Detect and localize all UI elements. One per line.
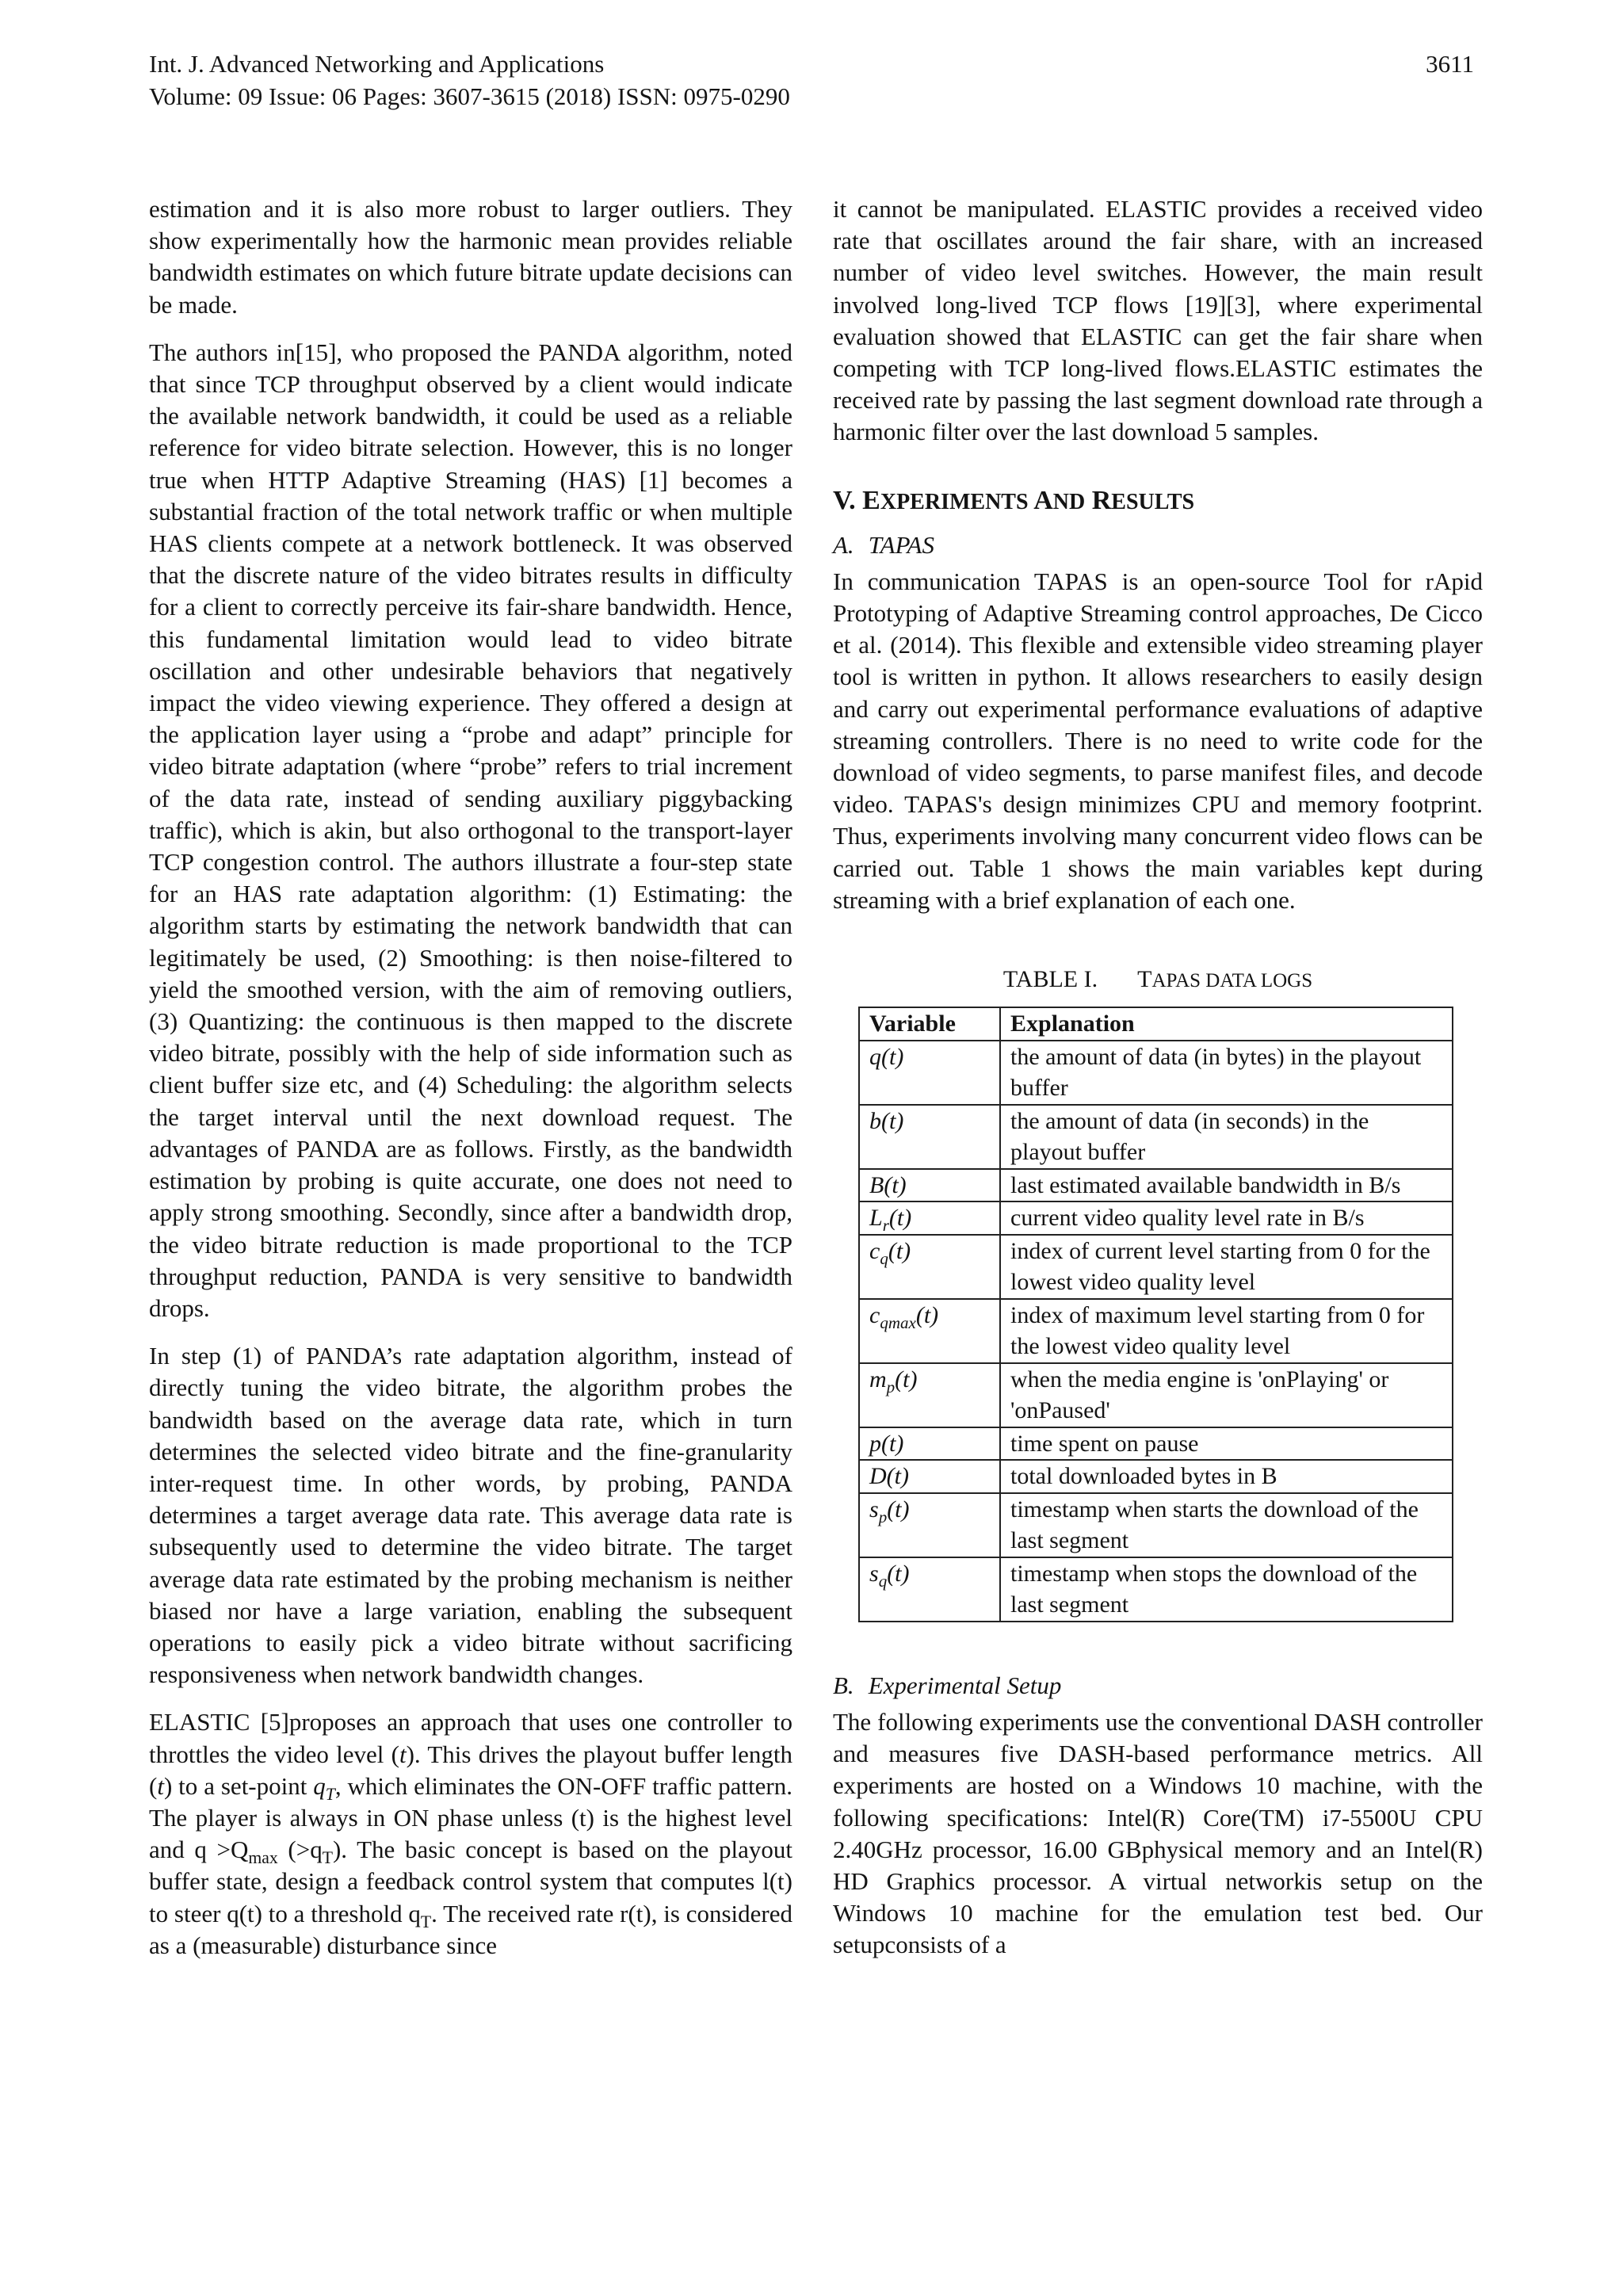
section-heading-experiments — [833, 483, 1483, 520]
variable-symbol: c — [869, 1301, 880, 1328]
cell-explanation: current video quality level rate in B/s — [1000, 1201, 1453, 1235]
variable-subscript: r — [882, 1216, 889, 1236]
section-number: V. — [833, 485, 856, 515]
variable-subscript: p — [886, 1377, 896, 1396]
paragraph-panda-step1: In step (1) of PANDA’s rate adaptation algorithm, instead of directly tuning the video bitrate, the algorithm probes the bandwidth based on the average data rate, which in turn determines the selected video bitrate and the fine-granularity inter-request time. In other words, by probing, PANDA determines a target average data rate. This average data rate is subsequently used to determine the video bitrate. The target average data rate estimated by the probing mechanism is neither biased nor have a large variation, enabling the subsequent operations to easily pick a video bitrate without sacrificing responsiveness when network bandwidth changes. — [149, 1342, 792, 1689]
variable-argument: (t) — [888, 1237, 911, 1264]
variable-symbol: B — [869, 1171, 884, 1198]
cell-variable — [859, 1427, 1000, 1461]
volume-line: Volume: 09 Issue: 06 Pages: 3607-3615 (2018) ISSN: 0975-0290 — [149, 82, 790, 110]
variable-symbol: q — [869, 1043, 881, 1070]
variable-argument: (t) — [881, 1430, 904, 1457]
subsection-title: Experimental Setup — [868, 1671, 1062, 1699]
cell-variable — [859, 1363, 1000, 1427]
cell-explanation: index of maximum level starting from 0 for the lowest video quality level — [1000, 1299, 1453, 1363]
subsection-heading-tapas — [833, 529, 1483, 561]
cell-variable — [859, 1460, 1000, 1493]
left-column — [149, 193, 792, 1977]
variable-subscript: p — [878, 1507, 888, 1526]
variable-subscript: qmax — [880, 1312, 916, 1332]
variable-symbol: m — [869, 1366, 887, 1392]
cell-explanation: index of current level starting from 0 for the lowest video quality level — [1000, 1235, 1453, 1299]
cell-explanation: last estimated available bandwidth in B/s — [1000, 1169, 1453, 1202]
heading-smallcaps: ESULTS — [1111, 489, 1195, 514]
table-row — [859, 1201, 1453, 1235]
tapas-data-logs-table — [858, 1007, 1453, 1622]
subsection-title: TAPAS — [868, 530, 934, 559]
cell-variable — [859, 1105, 1000, 1169]
math-t: t — [399, 1740, 407, 1768]
variable-symbol: c — [869, 1237, 880, 1264]
caption-cap: T — [1137, 966, 1152, 993]
text-run: , which eliminates the ON-OFF traffic pattern. The player is always in ON phase unless (t) is the highest level and q >Q — [149, 1771, 792, 1864]
variable-symbol: s — [869, 1560, 879, 1587]
paragraph-experimental-setup: The following experiments use the conventional DASH controller and measures five DASH-based performance metrics. All experiments are hosted on a Windows 10 machine, with the following specifications: Intel(R) Core(TM) i7-5500U CPU 2.40GHz processor, 16.00 GBphysical memory and an Intel(R) HD Graphics processor. A virtual networkis setup on the Windows 10 machine for the emulation test bed. Our setupconsists of a — [833, 1707, 1483, 1959]
variable-argument: (t) — [884, 1171, 907, 1198]
variable-argument: (t) — [915, 1301, 939, 1328]
heading-smallcaps: ND — [1052, 489, 1086, 514]
variable-argument: (t) — [886, 1463, 909, 1490]
heading-cap: A — [1033, 485, 1053, 515]
cell-variable — [859, 1041, 1000, 1105]
subsection-heading-setup — [833, 1670, 1483, 1702]
table-body — [859, 1041, 1453, 1622]
text-run: ). This drives the playout buffer length ( — [149, 1740, 792, 1800]
variable-symbol: s — [869, 1496, 879, 1522]
math-subscript-t: T — [420, 1912, 432, 1931]
table-row — [859, 1105, 1453, 1169]
variable-argument: (t) — [895, 1366, 918, 1392]
cell-explanation: the amount of data (in seconds) in the playout buffer — [1000, 1105, 1453, 1169]
paragraph-panda: The authors in[15], who proposed the PANDA algorithm, noted that since TCP throughput observed by a client would indicate the available network bandwidth, it could be used as a reliable reference for video bitrate selection. However, this is no longer true when HTTP Adaptive Streaming (HAS) [1] becomes a substantial fraction of the total network traffic or when multiple HAS clients compete at a network bottleneck. It was observed that the discrete nature of the video bitrates results in difficulty for a client to correctly perceive its fair-share bandwidth. Hence, this fundamental limitation would lead to video bitrate oscillation and other undesirable behaviors that negatively impact the video viewing experience. They offered a design at the application layer using a “probe and adapt” principle for video bitrate adaptation (where “probe” refers to trial increment of the data rate, instead of sending auxiliary piggybacking traffic), which is akin, but also orthogonal to the transport-layer TCP congestion control. The authors illustrate a four-step state for an HAS rate adaptation algorithm: (1) Estimating: the algorithm starts by estimating the network bandwidth that can legitimately be used, (2) Smoothing: is then noise-filtered to yield the smoothed version, with the aim of removing outliers, (3) Quantizing: the continuous is then mapped to the discrete video bitrate, possibly with the help of side information such as client buffer size etc, and (4) Scheduling: the algorithm selects the target interval until the next download request. The advantages of PANDA are as follows. Firstly, as the bandwidth estimation by probing is quite accurate, one does not need to apply strong smoothing. Secondly, since after a bandwidth drop, the video bitrate reduction is made proportional to the TCP throughput reduction, PANDA is very sensitive to bandwidth drops. — [149, 338, 792, 1322]
heading-cap: R — [1091, 485, 1112, 515]
text-run: (>q — [277, 1836, 323, 1864]
cell-explanation: total downloaded bytes in B — [1000, 1460, 1453, 1493]
variable-subscript: q — [880, 1248, 888, 1268]
cell-variable — [859, 1557, 1000, 1622]
heading-cap: E — [862, 485, 880, 515]
variable-argument: (t) — [887, 1496, 910, 1522]
cell-variable — [859, 1299, 1000, 1363]
paragraph-harmonic-mean: estimation and it is also more robust to larger outliers. They show experimentally how the harmonic mean provides reliable bandwidth estimates on which future bitrate update decisions can be made. — [149, 195, 792, 319]
text-run: ) to a set-point — [163, 1771, 314, 1800]
variable-symbol: L — [869, 1205, 883, 1232]
table-row — [859, 1169, 1453, 1202]
right-column — [833, 193, 1483, 1977]
variable-symbol: p — [869, 1430, 881, 1457]
table-row — [859, 1235, 1453, 1299]
cell-explanation: when the media engine is 'onPlaying' or 'onPaused' — [1000, 1363, 1453, 1427]
table-number: TABLE I. — [1002, 966, 1098, 993]
variable-subscript: q — [878, 1571, 888, 1591]
subsection-label: A. — [833, 530, 854, 559]
math-t: t — [157, 1771, 164, 1800]
table-header-row — [859, 1007, 1453, 1041]
table-row — [859, 1299, 1453, 1363]
cell-variable — [859, 1493, 1000, 1557]
cell-explanation: timestamp when stops the download of the last segment — [1000, 1557, 1453, 1622]
paragraph-tapas: In communication TAPAS is an open-source Tool for rApid Prototyping of Adaptive Streaming control approaches, De Cicco et al. (2014). This flexible and extensible video streaming player tool is written in python. It allows researchers to easily design and carry out experimental performance evaluations of adaptive streaming controllers. There is no need to write code for the download of video segments, to parse manifest files, and decode video. TAPAS's design minimizes CPU and memory footprint. Thus, experiments involving many concurrent video flows can be carried out. Table 1 shows the main variables kept during streaming with a brief explanation of each one. — [833, 567, 1483, 914]
table-row — [859, 1557, 1453, 1622]
journal-title: Int. J. Advanced Networking and Applications — [149, 50, 605, 78]
table-row — [859, 1493, 1453, 1557]
math-subscript-t: T — [322, 1848, 333, 1868]
table-row — [859, 1460, 1453, 1493]
variable-symbol: D — [869, 1463, 887, 1490]
math-subscript-max: max — [248, 1848, 278, 1868]
variable-argument: (t) — [881, 1107, 904, 1134]
cell-variable — [859, 1169, 1000, 1202]
table-row — [859, 1427, 1453, 1461]
paragraph-elastic-continued: it cannot be manipulated. ELASTIC provides a received video rate that oscillates around the fair share, with an increased number of video level switches. However, the main result involved long-lived TCP flows [19][3], where experimental evaluation showed that ELASTIC can get the fair share when competing with TCP long-lived flows.ELASTIC estimates the received rate by passing the last segment download rate through a harmonic filter over the last download 5 samples. — [833, 195, 1483, 446]
math-q: q — [313, 1771, 326, 1800]
caption-smallcaps: APAS DATA LOGS — [1151, 970, 1313, 992]
text-run: . The received rate r(t), is considered as a (measurable) disturbance since — [149, 1899, 792, 1959]
table-caption — [833, 964, 1483, 997]
text-run: ELASTIC [5]proposes an approach that uses one controller to throttles the video level ( — [149, 1708, 792, 1768]
cell-explanation: the amount of data (in bytes) in the playout buffer — [1000, 1041, 1453, 1105]
cell-variable — [859, 1201, 1000, 1235]
cell-explanation: timestamp when starts the download of the last segment — [1000, 1493, 1453, 1557]
cell-variable — [859, 1235, 1000, 1299]
heading-smallcaps: XPERIMENTS — [880, 489, 1029, 514]
table-row — [859, 1041, 1453, 1105]
variable-symbol: b — [869, 1107, 881, 1134]
page-header — [149, 48, 1474, 113]
header-variable: Variable — [859, 1007, 1000, 1041]
table-row — [859, 1363, 1453, 1427]
text-run: ). The basic concept is based on the playout buffer state, design a feedback control system that computes l(t) to steer q(t) to a threshold q — [149, 1836, 792, 1927]
paragraph-elastic — [149, 1706, 792, 1962]
variable-argument: (t) — [888, 1205, 912, 1232]
variable-argument: (t) — [881, 1043, 904, 1070]
header-explanation: Explanation — [1000, 1007, 1453, 1041]
math-subscript-t: T — [325, 1784, 335, 1804]
page-number: 3611 — [1426, 50, 1474, 78]
variable-argument: (t) — [887, 1560, 910, 1587]
cell-explanation: time spent on pause — [1000, 1427, 1453, 1461]
subsection-label: B. — [833, 1671, 854, 1699]
